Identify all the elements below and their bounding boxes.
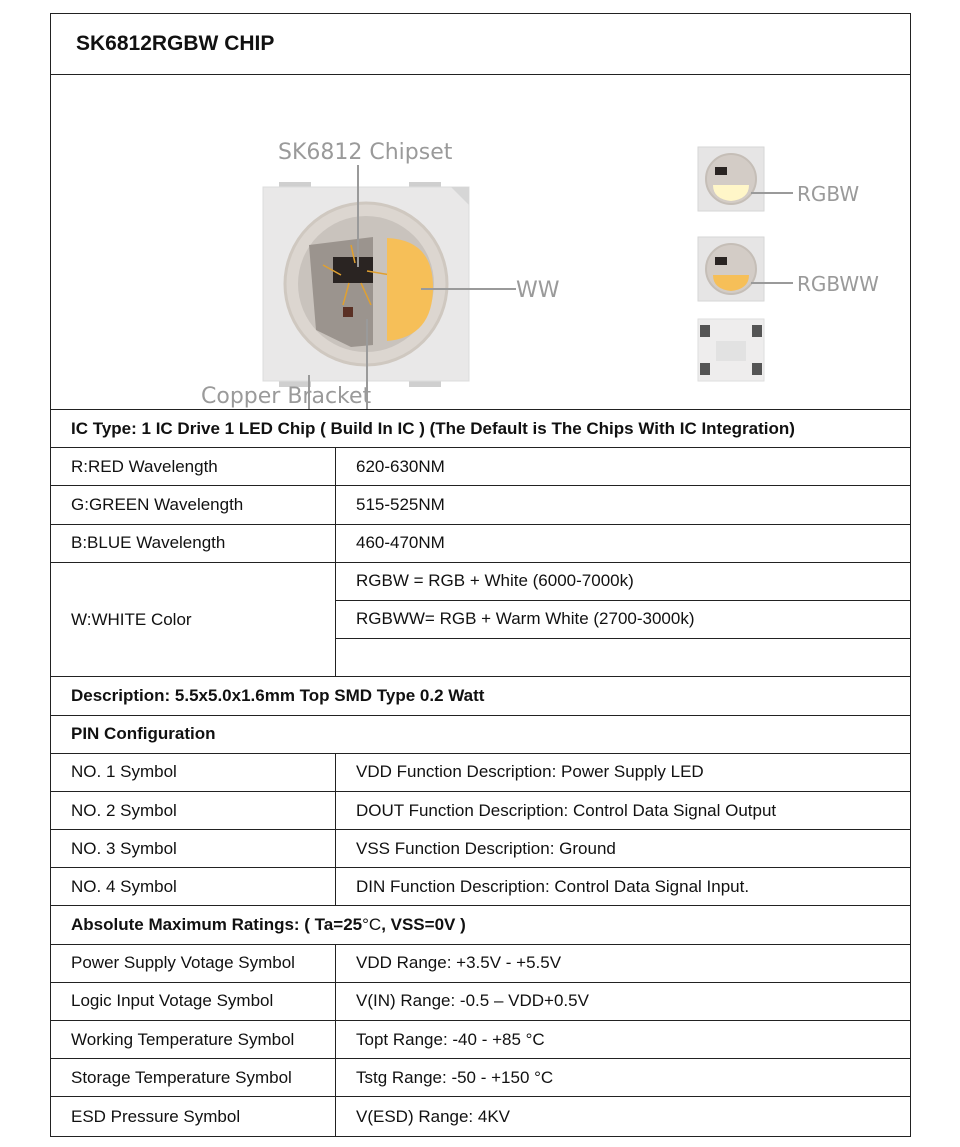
ratings-title-part1: Absolute Maximum Ratings: ( Ta=25 <box>71 915 363 935</box>
white-option: RGBW = RGB + White (6000-7000k) <box>336 563 910 601</box>
sheet-title: SK6812RGBW CHIP <box>51 14 910 75</box>
white-option-empty <box>336 639 910 677</box>
spec-sheet <box>50 13 911 1137</box>
chip-diagram <box>51 75 910 410</box>
white-color-row <box>51 563 910 678</box>
rating-label: Logic Input Votage Symbol <box>51 983 336 1020</box>
table-row <box>51 945 910 983</box>
white-option: RGBWW= RGB + Warm White (2700-3000k) <box>336 601 910 639</box>
wavelength-value: 460-470NM <box>356 533 445 553</box>
pin-value: VDD Function Description: Power Supply LED <box>356 762 704 782</box>
pin-label: NO. 2 Symbol <box>51 792 336 829</box>
white-color-label: W:WHITE Color <box>51 563 336 677</box>
rating-value: Tstg Range: -50 - +150 °C <box>356 1067 554 1087</box>
rating-value: Topt Range: -40 - +85 °C <box>356 1029 545 1049</box>
description-row <box>51 677 910 715</box>
table-row <box>51 486 910 524</box>
wavelength-label: B:BLUE Wavelength <box>51 525 336 562</box>
ww-label: WW <box>516 278 560 303</box>
table-row <box>51 1021 910 1059</box>
rating-value: VDD Range: +3.5V - +5.5V <box>356 953 562 973</box>
ratings-header <box>51 906 910 944</box>
chip-back-view <box>698 319 764 381</box>
wavelength-value: 515-525NM <box>356 494 445 514</box>
variant-rgbww-chip <box>698 237 764 301</box>
pin-config-header <box>51 716 910 754</box>
wavelength-label: G:GREEN Wavelength <box>51 486 336 523</box>
white-color-options <box>336 563 910 677</box>
table-row <box>51 868 910 906</box>
copper-bracket <box>309 237 373 347</box>
table-row <box>51 1097 910 1135</box>
ratings-title-unit: °C <box>362 915 382 935</box>
variant-rgbw-chip <box>698 147 764 211</box>
rating-value: V(ESD) Range: 4KV <box>356 1106 511 1126</box>
rgbw-label: RGBW <box>797 182 860 206</box>
pin-value: DIN Function Description: Control Data Signal Input. <box>356 876 750 896</box>
description-text: Description: 5.5x5.0x1.6mm Top SMD Type 0.2 Watt <box>71 685 485 705</box>
pin-config-title: PIN Configuration <box>71 724 216 744</box>
pin-label: NO. 1 Symbol <box>51 754 336 791</box>
bracket-label: Copper Bracket <box>201 384 372 409</box>
table-row <box>51 830 910 868</box>
table-row <box>51 525 910 563</box>
table-row <box>51 1059 910 1097</box>
wavelength-label: R:RED Wavelength <box>51 448 336 485</box>
table-row <box>51 754 910 792</box>
chip-illustration <box>51 75 910 410</box>
ic-chip <box>333 257 373 283</box>
led-die <box>343 307 353 317</box>
ic-type-row <box>51 410 910 448</box>
table-row <box>51 983 910 1021</box>
pin-label: NO. 3 Symbol <box>51 830 336 867</box>
pin-label: NO. 4 Symbol <box>51 868 336 905</box>
chipset-label: SK6812 Chipset <box>278 140 453 165</box>
ic-type-text: IC Type: 1 IC Drive 1 LED Chip ( Build In IC ) (The Default is The Chips With IC Integration) <box>71 418 795 438</box>
pin-value: DOUT Function Description: Control Data Signal Output <box>356 800 777 820</box>
ratings-title-part3: , VSS=0V ) <box>381 915 466 935</box>
rating-label: ESD Pressure Symbol <box>51 1097 336 1135</box>
table-row <box>51 792 910 830</box>
table-row <box>51 448 910 486</box>
rating-label: Working Temperature Symbol <box>51 1021 336 1058</box>
pin-value: VSS Function Description: Ground <box>356 838 616 858</box>
rgbww-label: RGBWW <box>797 272 879 296</box>
wavelength-value: 620-630NM <box>356 456 445 476</box>
rating-value: V(IN) Range: -0.5 – VDD+0.5V <box>356 991 589 1011</box>
rating-label: Storage Temperature Symbol <box>51 1059 336 1096</box>
rating-label: Power Supply Votage Symbol <box>51 945 336 982</box>
